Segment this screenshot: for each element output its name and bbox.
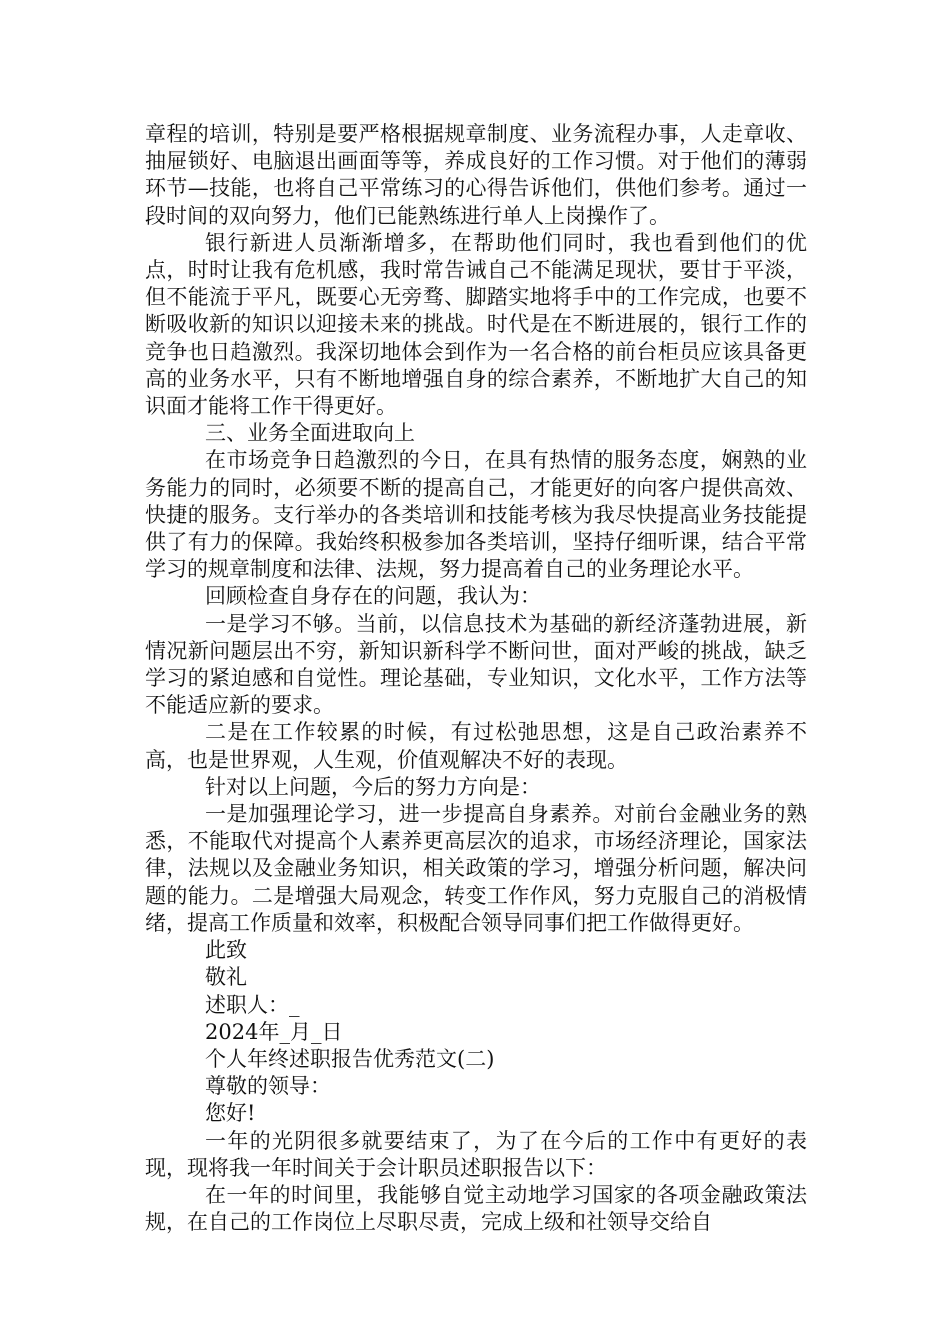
- closing-salutation: 此致: [205, 938, 247, 963]
- paragraph-future-direction: 针对以上问题，今后的努力方向是：: [205, 774, 541, 799]
- paragraph-year-intro: 一年的光阴很多就要结束了，为了在今后的工作中有更好的表现，现将我一年时间关于会计职员述职报告以下：: [145, 1128, 807, 1180]
- signature-date: 2024年_月_日: [205, 1019, 343, 1044]
- greeting-leaders: 尊敬的领导：: [205, 1074, 331, 1099]
- document-page: [145, 121, 807, 1236]
- paragraph-improvements: 一是加强理论学习，进一步提高自身素养。对前台金融业务的熟悉，不能取代对提高个人素养更高层次的追求，市场经济理论，国家法律，法规以及金融业务知识，相关政策的学习，增强分析问题，解决问题的能力。二是增强大局观念，转变工作作风，努力克服自己的消极情绪，提高工作质量和效率，积极配合领导同事们把工作做得更好。: [145, 802, 807, 935]
- paragraph-review-problems: 回顾检查自身存在的问题，我认为：: [205, 584, 541, 609]
- second-report-title: 个人年终述职报告优秀范文(二): [205, 1046, 495, 1071]
- greeting-hello: 您好!: [205, 1101, 256, 1126]
- paragraph-market-competition: 在市场竞争日趋激烈的今日，在具有热情的服务态度，娴熟的业务能力的同时，必须要不断的提高自己，才能更好的向客户提供高效、快捷的服务。支行举办的各类培训和技能考核为我尽快提高业务技能提供了有力的保障。我始终积极参加各类培训，坚持仔细听课，结合平常学习的规章制度和法律、法规，努力提高着自己的业务理论水平。: [145, 448, 807, 582]
- signature-reporter: 述职人：_: [205, 992, 300, 1017]
- paragraph-problem-one: 一是学习不够。当前，以信息技术为基础的新经济蓬勃进展，新情况新问题层出不穷，新知识新科学不断问世，面对严峻的挑战，缺乏学习的紧迫感和自觉性。理论基础，专业知识，文化水平，工作方法等不能适应新的要求。: [145, 611, 807, 718]
- paragraph-training-habits: 章程的培训，特别是要严格根据规章制度、业务流程办事，人走章收、抽屉锁好、电脑退出画面等等，养成良好的工作习惯。对于他们的薄弱环节—技能，也将自己平常练习的心得告诉他们，供他们参考。通过一段时间的双向努力，他们已能熟练进行单人上岗操作了。: [145, 122, 807, 228]
- section-heading-business: 三、业务全面进取向上: [205, 421, 415, 446]
- paragraph-problem-two: 二是在工作较累的时候，有过松弛思想，这是自己政治素养不高，也是世界观，人生观，价值观解决不好的表现。: [145, 720, 807, 772]
- paragraph-year-work: 在一年的时间里，我能够自觉主动地学习国家的各项金融政策法规，在自己的工作岗位上尽职尽责，完成上级和社领导交给自: [145, 1182, 807, 1235]
- closing-regards: 敬礼: [205, 965, 247, 990]
- paragraph-new-staff: 银行新进人员渐渐增多，在帮助他们同时，我也看到他们的优点，时时让我有危机感，我时常告诫自己不能满足现状，要甘于平淡，但不能流于平凡，既要心无旁骛、脚踏实地将手中的工作完成，也要不断吸收新的知识以迎接未来的挑战。时代是在不断进展的，银行工作的竞争也日趋激烈。我深切地体会到作为一名合格的前台柜员应该具备更高的业务水平，只有不断地增强自身的综合素养，不断地扩大自己的知识面才能将工作干得更好。: [145, 230, 807, 419]
